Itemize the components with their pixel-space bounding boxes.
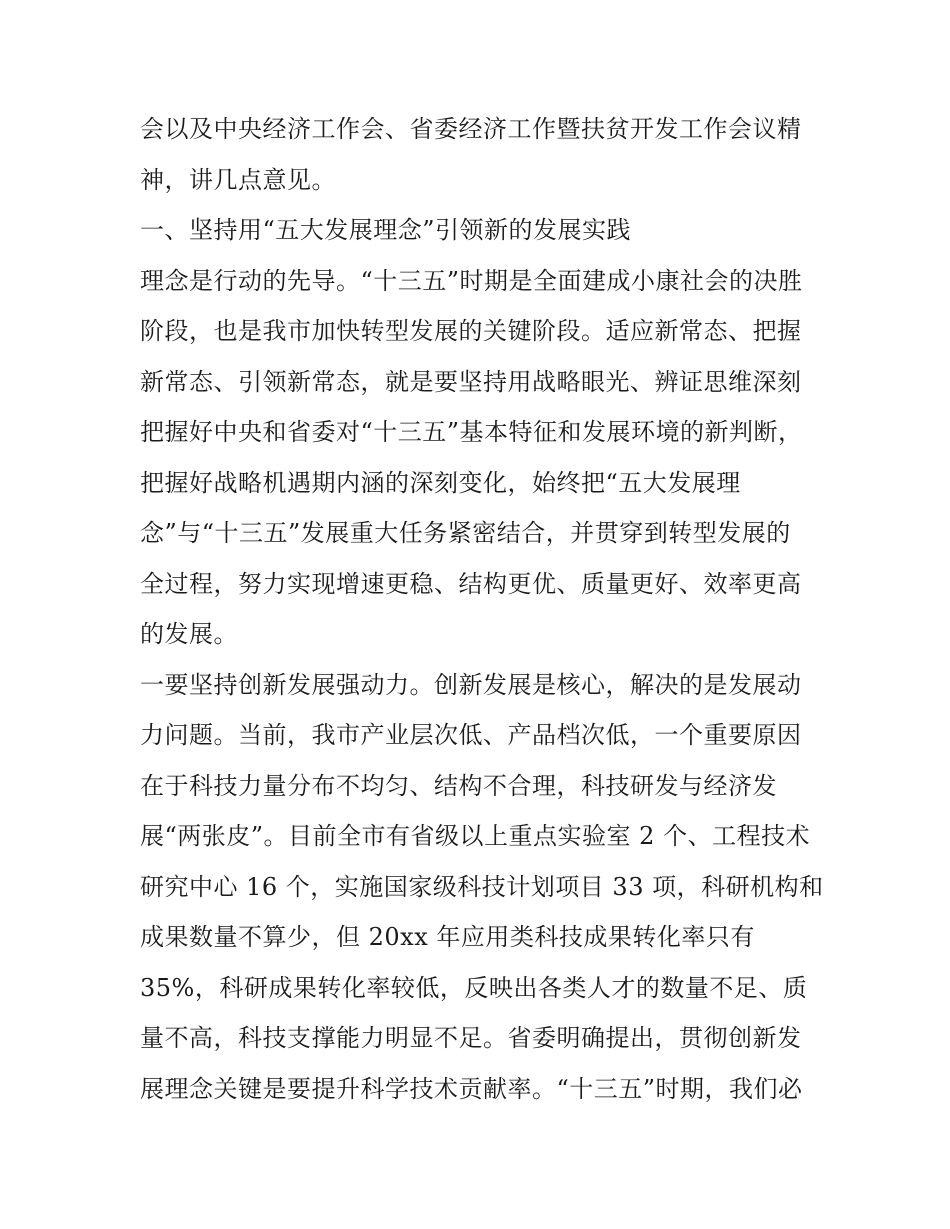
text-line: 理念是行动的先导。“十三五”时期是全面建成小康社会的决胜 (140, 266, 803, 295)
text-line: 展理念关键是要提升科学技术贡献率。“十三五”时期，我们必 (140, 1074, 803, 1103)
text-line: 研究中心 16 个，实施国家级科技计划项目 33 项，科研机构和 (140, 872, 824, 901)
text-line: 一要坚持创新发展强动力。创新发展是核心，解决的是发展动 (140, 670, 802, 699)
text-line: 念”与“十三五”发展重大任务紧密结合，并贯穿到转型发展的 (140, 519, 791, 547)
text-line: 全过程，努力实现增速更稳、结构更优、质量更好、效率更高 (140, 569, 802, 598)
text-line: 把握好中央和省委对“十三五”基本特征和发展环境的新判断， (140, 418, 803, 446)
text-line: 量不高，科技支撑能力明显不足。省委明确提出，贯彻创新发 (140, 1024, 802, 1052)
document-body (140, 104, 824, 1114)
text-line: 35%，科研成果转化率较低，反映出各类人才的数量不足、质 (140, 973, 808, 1002)
text-line: 把握好战略机遇期内涵的深刻变化，始终把“五大发展理 (140, 468, 741, 497)
text-line: 会以及中央经济工作会、省委经济工作暨扶贫开发工作会议精 (140, 115, 802, 143)
text-line: 在于科技力量分布不均匀、结构不合理，科技研发与经济发 (140, 771, 777, 800)
text-line: 新常态、引领新常态，就是要坚持用战略眼光、辨证思维深刻 (140, 367, 802, 396)
text-line: 力问题。当前，我市产业层次低、产品档次低，一个重要原因 (140, 721, 802, 749)
text-line: 的发展。 (140, 620, 238, 648)
text-line: 展“两张皮”。目前全市有省级以上重点实验室 2 个、工程技术 (140, 822, 811, 850)
text-line: 阶段，也是我市加快转型发展的关键阶段。适应新常态、把握 (140, 317, 802, 345)
section-heading: 一、坚持用“五大发展理念”引领新的发展实践 (140, 216, 632, 244)
text-line: 成果数量不算少，但 20xx 年应用类科技成果转化率只有 (140, 923, 755, 951)
text-line: 神，讲几点意见。 (140, 165, 336, 194)
